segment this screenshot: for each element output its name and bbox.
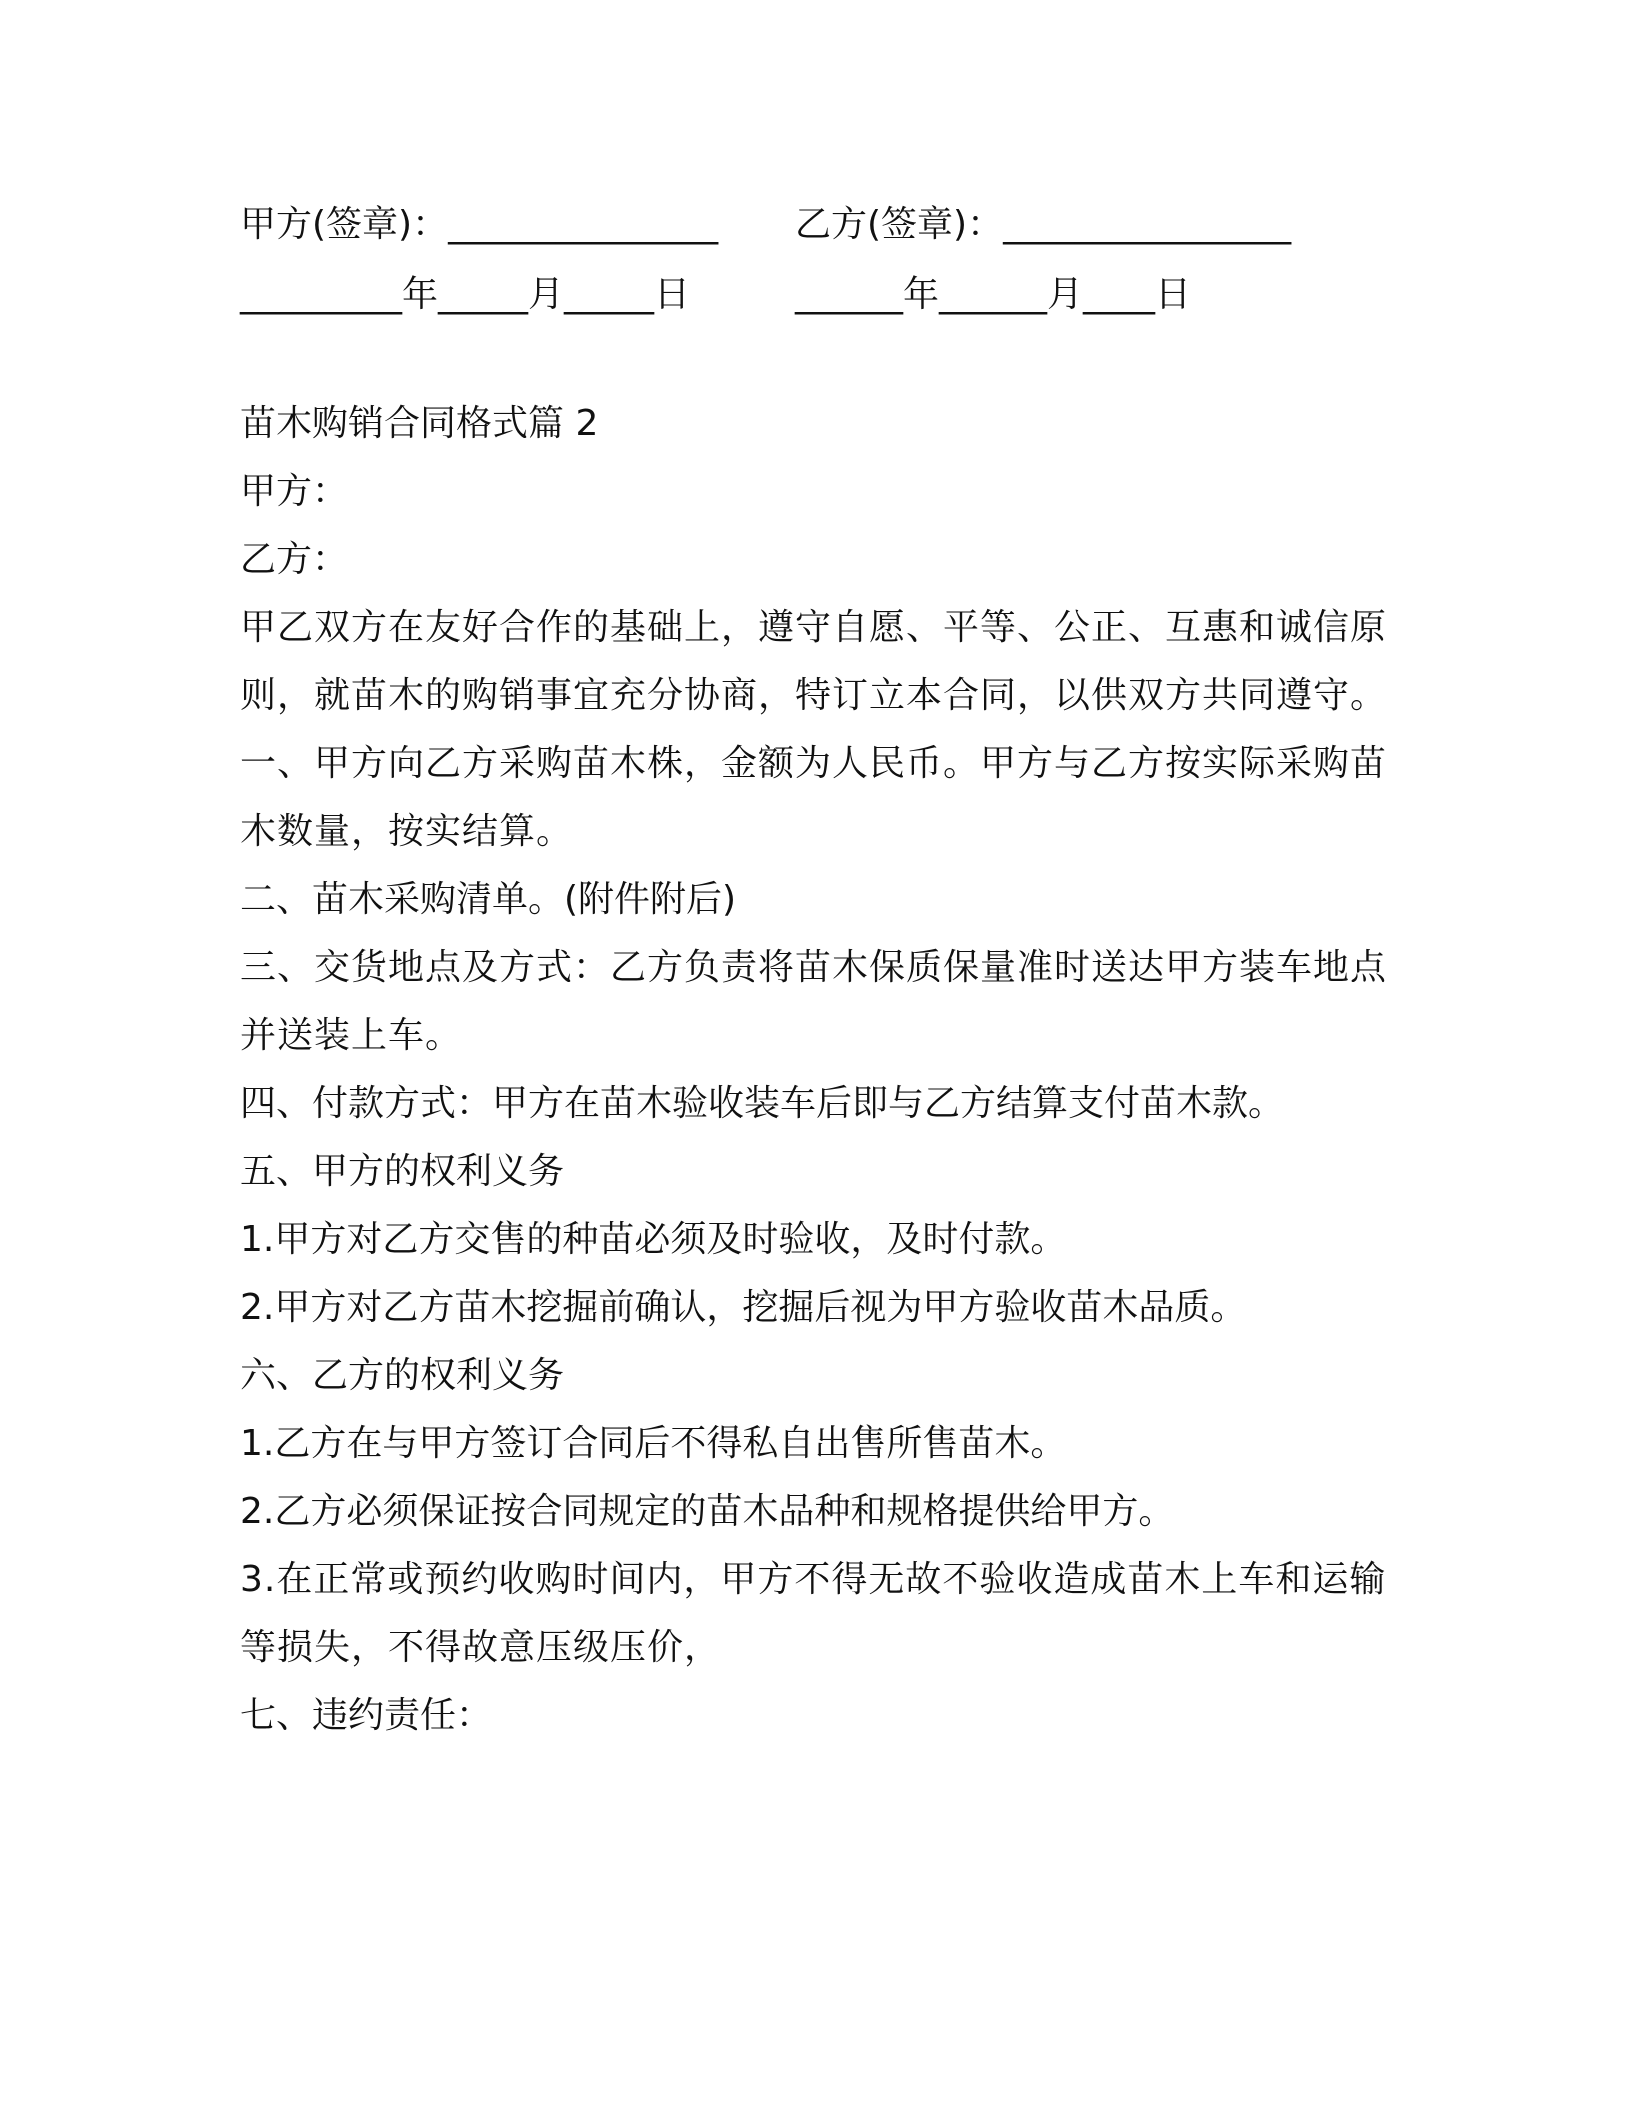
clause-5-item-2: 2.甲方对乙方苗木挖掘前确认，挖掘后视为甲方验收苗木品质。 [240,1287,1247,1328]
contract-intro: 甲乙双方在友好合作的基础上，遵守自愿、平等、公正、互惠和诚信原则，就苗木的购销事宜充分协商，特订立本合同，以供双方共同遵守。 [240,607,1388,716]
party-b-label: 乙方： [240,539,349,580]
party-a-signature: 甲方(签章)：_______________ [240,204,719,245]
clause-3: 三、交货地点及方式：乙方负责将苗木保质保量准时送达甲方装车地点并送装上车。 [240,947,1388,1056]
clause-4: 四、付款方式：甲方在苗木验收装车后即与乙方结算支付苗木款。 [240,1083,1285,1124]
clause-1: 一、甲方向乙方采购苗木株，金额为人民币。甲方与乙方按实际采购苗木数量，按实结算。 [240,743,1388,852]
party-b-signature: 乙方(签章)：________________ [795,204,1292,245]
clause-5-item-1: 1.甲方对乙方交售的种苗必须及时验收，及时付款。 [240,1219,1067,1260]
clause-6-item-2: 2.乙方必须保证按合同规定的苗木品种和规格提供给甲方。 [240,1491,1175,1532]
document-page [240,190,1390,1750]
date-row [240,260,1390,330]
party-b-date: ______年______月____日 [795,274,1191,315]
clause-2: 二、苗木采购清单。(附件附后) [240,879,737,920]
clause-5-heading: 五、甲方的权利义务 [240,1151,565,1192]
clause-6-heading: 六、乙方的权利义务 [240,1355,565,1396]
party-a-date: _________年_____月_____日 [240,274,690,315]
signature-row [240,190,1390,260]
party-a-label: 甲方： [240,471,349,512]
clause-7-heading: 七、违约责任： [240,1695,493,1736]
clause-6-item-3: 3.在正常或预约收购时间内，甲方不得无故不验收造成苗木上车和运输等损失，不得故意压级压价， [240,1559,1387,1668]
contract-title: 苗木购销合同格式篇 2 [240,403,599,444]
clause-6-item-1: 1.乙方在与甲方签订合同后不得私自出售所售苗木。 [240,1423,1067,1464]
